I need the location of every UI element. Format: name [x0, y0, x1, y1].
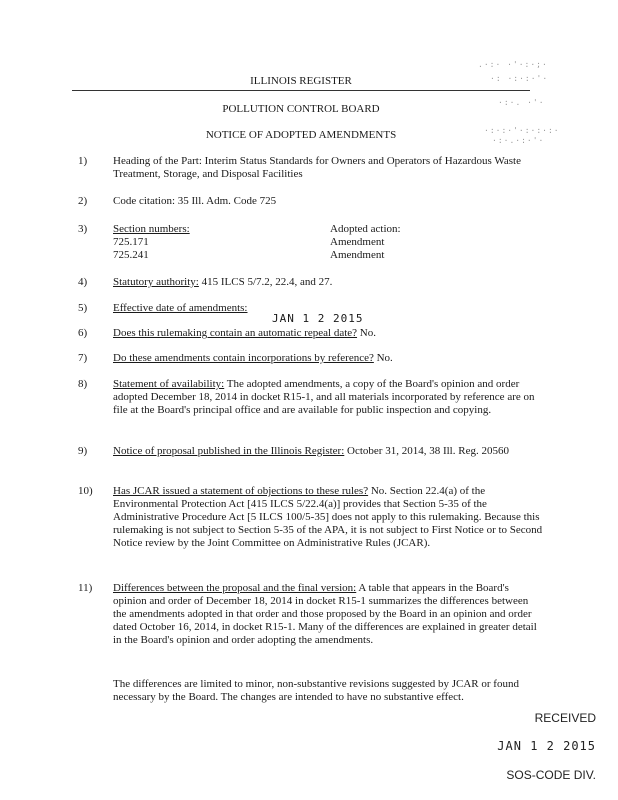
item-number: 4) — [78, 276, 88, 288]
item-label: Does this rulemaking contain an automatic repeal date? — [113, 327, 358, 339]
item-label: Heading of the Part: — [113, 155, 202, 167]
item-number: 8) — [78, 378, 88, 390]
header-rule — [72, 90, 530, 91]
section-number: 725.171 — [113, 236, 149, 248]
item-statement-of-availability — [113, 378, 543, 417]
item-text: No. Section 22.4(a) of the Environmental Protection Act [415 ILCS 5/22.4(a)] provides that Section 5-35 of the Administrative Procedure Act [5 ILCS 100/5-35] does not apply to this rulemaking. Because this rulemaking is not subject to Section 5-35 of the APA, it is not subject to First Notice or to Second Notice review by the Joint Committee on Administrative Rules (JCAR). — [113, 485, 543, 549]
item-label: Has JCAR issued a statement of objections to these rules? — [113, 485, 369, 497]
board-title: POLLUTION CONTROL BOARD — [222, 103, 380, 115]
item-code-citation — [113, 195, 543, 208]
section-number: 725.241 — [113, 249, 149, 261]
item-number: 6) — [78, 327, 88, 339]
item-text: No. — [359, 327, 376, 339]
item-label: Code citation: — [113, 195, 176, 207]
item-incorporations — [113, 352, 543, 365]
effective-date-stamp: JAN 1 2 2015 — [272, 312, 364, 325]
item-number: 5) — [78, 302, 88, 314]
received-stamp-label: RECEIVED — [534, 711, 596, 725]
section-numbers-label: Section numbers: — [113, 223, 190, 235]
item-text: The adopted amendments, a copy of the Board's opinion and order adopted December 18, 2014 in docket R15-1, and all materials incorporated by reference are on file at the Board's principal office and are available for public inspection and copying. — [113, 378, 535, 416]
item-number: 2) — [78, 195, 88, 207]
item-statutory-authority — [113, 276, 543, 289]
item-text: October 31, 2014, 38 Ill. Reg. 20560 — [347, 445, 509, 457]
item-label: Effective date of amendments: — [113, 302, 248, 314]
item-number: 11) — [78, 582, 93, 594]
item-text: No. — [376, 352, 393, 364]
received-stamp-office: SOS-CODE DIV. — [506, 768, 596, 782]
item-number: 9) — [78, 445, 88, 457]
item-heading-of-part — [113, 155, 543, 181]
adopted-action: Amendment — [330, 236, 385, 248]
register-title: ILLINOIS REGISTER — [250, 75, 352, 87]
item-number: 3) — [78, 223, 88, 235]
item-jcar-objections — [113, 485, 543, 550]
item-label: Notice of proposal published in the Illinois Register: — [113, 445, 345, 457]
item-text: 35 Ill. Adm. Code 725 — [177, 195, 277, 207]
notice-title: NOTICE OF ADOPTED AMENDMENTS — [205, 129, 397, 141]
adopted-action-label: Adopted action: — [330, 223, 401, 235]
stamp-artifact: ·:·.·:·'· — [492, 136, 545, 145]
item-number: 7) — [78, 352, 88, 364]
item-text: A table that appears in the Board's opinion and order of December 18, 2014 in docket R15-1 summarizes the differences between the amendments adopted in that order and those proposed by the Board in an opinion and order dated October 16, 2014, in docket R15-1. Many of the differences are explained in greater detail in the Board's opinion and order adopting the amendments. — [113, 582, 537, 646]
stamp-artifact: .·:· ·'·:·;· — [478, 60, 548, 69]
received-stamp-date: JAN 1 2 2015 — [497, 739, 596, 753]
item-differences — [113, 582, 543, 647]
stamp-artifact: ·:·:·'·:·:·:· — [484, 126, 560, 135]
item-number: 10) — [78, 485, 93, 497]
item-label: Differences between the proposal and the final version: — [113, 582, 357, 594]
stamp-artifact: ·: ·:·:·'· — [490, 74, 549, 83]
item-differences-para2: The differences are limited to minor, non-substantive revisions suggested by JCAR or found necessary by the Board. The changes are intended to have no substantive effect. — [113, 678, 519, 703]
item-number: 1) — [78, 155, 88, 167]
item-text: 415 ILCS 5/7.2, 22.4, and 27. — [201, 276, 333, 288]
stamp-artifact: ·:·. ·'· — [498, 98, 545, 107]
item-label: Statement of availability: — [113, 378, 225, 390]
item-automatic-repeal — [113, 327, 543, 340]
item-notice-of-proposal — [113, 445, 543, 458]
item-label: Do these amendments contain incorporations by reference? — [113, 352, 374, 364]
item-label: Statutory authority: — [113, 276, 199, 288]
item-text: Interim Status Standards for Owners and Operators of Hazardous Waste Treatment, Storage, and Disposal Facilities — [113, 155, 521, 180]
adopted-action: Amendment — [330, 249, 385, 261]
